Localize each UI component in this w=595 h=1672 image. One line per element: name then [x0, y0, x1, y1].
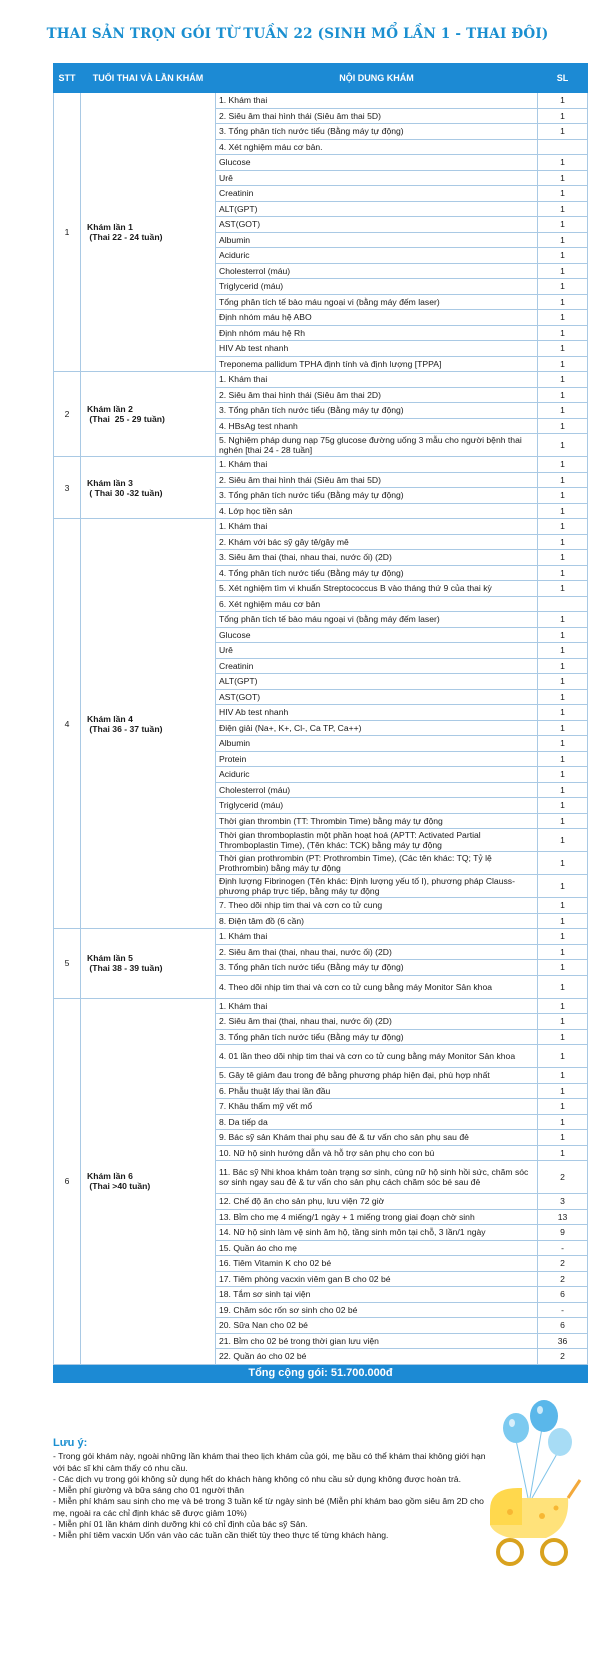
service-quantity: 1: [538, 736, 588, 752]
service-item: 2. Siêu âm thai hình thái (Siêu âm thai 5D): [216, 108, 538, 124]
stroller-handle: [568, 1480, 580, 1498]
header-visit: TUỔI THAI VÀ LẦN KHÁM: [81, 64, 216, 93]
service-quantity: 1: [538, 751, 588, 767]
service-quantity: 1: [538, 356, 588, 372]
service-quantity: 1: [538, 705, 588, 721]
service-quantity: 1: [538, 124, 588, 140]
service-item: Điện giải (Na+, K+, Cl-, Ca TP, Ca++): [216, 720, 538, 736]
service-quantity: 1: [538, 1014, 588, 1030]
service-item: Thời gian thrombin (TT: Thrombin Time) bằng máy tự động: [216, 813, 538, 829]
service-quantity: 1: [538, 798, 588, 814]
visit-title: Khám lần 6: [87, 1171, 133, 1181]
balloon-icon: [503, 1413, 529, 1443]
service-quantity: 1: [538, 279, 588, 295]
visit-number: 6: [54, 998, 81, 1364]
service-item: Tổng phân tích tế bào máu ngoại vi (bằng máy đếm laser): [216, 612, 538, 628]
service-quantity: 1: [538, 472, 588, 488]
baby-stroller-illustration: [470, 1400, 590, 1570]
visit-week-range: (Thai 22 - 24 tuần): [87, 232, 163, 242]
service-item: 20. Sữa Nan cho 02 bé: [216, 1318, 538, 1334]
total-price: Tổng cộng gói: 51.700.000đ: [54, 1364, 588, 1382]
service-quantity: 9: [538, 1225, 588, 1241]
service-quantity: 2: [538, 1161, 588, 1194]
service-quantity: 1: [538, 1083, 588, 1099]
service-quantity: 1: [538, 643, 588, 659]
service-item: Định nhóm máu hệ ABO: [216, 310, 538, 326]
service-quantity: 3: [538, 1194, 588, 1210]
service-item: 19. Chăm sóc rốn sơ sinh cho 02 bé: [216, 1302, 538, 1318]
note-item: - Các dịch vụ trong gói không sử dụng hết do khách hàng không có nhu cầu sử dụng không được hoàn trả.: [53, 1473, 461, 1484]
service-item: 3. Tổng phân tích nước tiểu (Bằng máy tự động): [216, 403, 538, 419]
service-item: 1. Khám thai: [216, 998, 538, 1014]
service-item: 9. Bác sỹ sản Khám thai phụ sau đẻ & tư vấn cho sản phụ sau đẻ: [216, 1130, 538, 1146]
package-table: [53, 63, 588, 1383]
visit-label: [81, 929, 216, 999]
service-quantity: 1: [538, 913, 588, 929]
service-item: 12. Chế độ ăn cho sản phụ, lưu viện 72 giờ: [216, 1194, 538, 1210]
service-quantity: [538, 139, 588, 155]
service-item: Cholesterrol (máu): [216, 782, 538, 798]
service-item: AST(GOT): [216, 689, 538, 705]
service-quantity: 1: [538, 1145, 588, 1161]
service-quantity: 1: [538, 767, 588, 783]
visit-number: 1: [54, 93, 81, 372]
service-quantity: 1: [538, 998, 588, 1014]
note-item: - Miễn phí tiêm vacxin Uốn ván vào các tuần cần thiết tùy theo thực tế từng khách hàng.: [53, 1530, 389, 1541]
service-quantity: 1: [538, 782, 588, 798]
service-item: Glucose: [216, 627, 538, 643]
service-item: Treponema pallidum TPHA định tính và định lượng [TPPA]: [216, 356, 538, 372]
service-item: 18. Tắm sơ sinh tại viện: [216, 1287, 538, 1303]
service-item: 1. Khám thai: [216, 519, 538, 535]
service-quantity: 1: [538, 108, 588, 124]
balloon-string: [532, 1452, 558, 1498]
visit-week-range: (Thai 38 - 39 tuần): [87, 963, 163, 974]
visit-label: [81, 998, 216, 1364]
service-item: Định nhóm máu hệ Rh: [216, 325, 538, 341]
service-item: 2. Siêu âm thai (thai, nhau thai, nước ối) (2D): [216, 944, 538, 960]
visit-title: Khám lần 2: [87, 404, 133, 414]
table-row: [54, 519, 588, 535]
service-item: 4. Xét nghiệm máu cơ bản.: [216, 139, 538, 155]
table-row: [54, 998, 588, 1014]
service-quantity: 1: [538, 434, 588, 457]
service-quantity: 36: [538, 1333, 588, 1349]
service-item: Tổng phân tích tế bào máu ngoại vi (bằng máy đếm laser): [216, 294, 538, 310]
service-quantity: 1: [538, 294, 588, 310]
service-item: 3. Tổng phân tích nước tiểu (Bằng máy tự động): [216, 1029, 538, 1045]
service-item: 5. Xét nghiệm tìm vi khuẩn Streptococcus B vào tháng thứ 9 của thai kỳ: [216, 581, 538, 597]
visit-number: 5: [54, 929, 81, 999]
service-quantity: 1: [538, 325, 588, 341]
service-quantity: 1: [538, 1099, 588, 1115]
service-quantity: 1: [538, 488, 588, 504]
notes-title: Lưu ý:: [53, 1437, 88, 1449]
service-quantity: 1: [538, 852, 588, 875]
balloon-string: [530, 1428, 542, 1498]
service-quantity: 2: [538, 1349, 588, 1365]
table-body: [54, 93, 588, 1365]
visit-title: Khám lần 1: [87, 222, 133, 232]
service-quantity: 1: [538, 170, 588, 186]
service-item: Triglycerid (máu): [216, 279, 538, 295]
service-item: AST(GOT): [216, 217, 538, 233]
service-quantity: 1: [538, 929, 588, 945]
service-quantity: 1: [538, 372, 588, 388]
visit-week-range: (Thai >40 tuần): [87, 1181, 151, 1191]
service-quantity: 1: [538, 387, 588, 403]
visit-label: [81, 519, 216, 929]
service-quantity: 1: [538, 674, 588, 690]
service-item: 6. Phẫu thuật lấy thai lần đầu: [216, 1083, 538, 1099]
service-item: 2. Siêu âm thai (thai, nhau thai, nước ối) (2D): [216, 1014, 538, 1030]
service-item: 13. Bỉm cho mẹ 4 miếng/1 ngày + 1 miếng trong giai đoạn chờ sinh: [216, 1209, 538, 1225]
service-quantity: 1: [538, 1029, 588, 1045]
table-row: [54, 929, 588, 945]
service-item: Thời gian thromboplastin một phần hoạt hoá (APTT: Activated Partial Thromboplastin Time), (Tên khác: TCK) bằng máy tự động: [216, 829, 538, 852]
visit-label: [81, 457, 216, 519]
total-row: [54, 1364, 588, 1382]
visit-label: [81, 93, 216, 372]
service-quantity: 1: [538, 403, 588, 419]
service-item: Aciduric: [216, 767, 538, 783]
service-item: 1. Khám thai: [216, 372, 538, 388]
service-item: 4. Tổng phân tích nước tiểu (Bằng máy tự động): [216, 565, 538, 581]
service-quantity: 2: [538, 1256, 588, 1272]
visit-week-range: (Thai 25 - 29 tuần): [87, 414, 165, 424]
service-item: 17. Tiêm phòng vacxin viêm gan B cho 02 bé: [216, 1271, 538, 1287]
service-quantity: -: [538, 1302, 588, 1318]
note-item: - Trong gói khám này, ngoài những lần khám thai theo lịch khám của gói, mẹ bầu có thể khám thai không giới hạn với bác sĩ khi cảm thấy có nhu cầu.: [53, 1451, 486, 1473]
service-quantity: 1: [538, 612, 588, 628]
visit-week-range: ( Thai 30 -32 tuần): [87, 487, 163, 498]
service-quantity: 1: [538, 201, 588, 217]
service-item: 1. Khám thai: [216, 93, 538, 109]
service-item: HIV Ab test nhanh: [216, 341, 538, 357]
service-quantity: 1: [538, 944, 588, 960]
service-item: 22. Quần áo cho 02 bé: [216, 1349, 538, 1365]
service-item: Creatinin: [216, 658, 538, 674]
service-item: 6. Xét nghiệm máu cơ bản: [216, 596, 538, 612]
service-quantity: 1: [538, 503, 588, 519]
service-item: 8. Da tiếp da: [216, 1114, 538, 1130]
service-quantity: 1: [538, 248, 588, 264]
service-item: 5. Gây tê giảm đau trong đẻ bằng phương pháp hiện đại, phù hợp nhất: [216, 1068, 538, 1084]
service-quantity: [538, 596, 588, 612]
visit-title: Khám lần 3: [87, 477, 133, 488]
service-item: Creatinin: [216, 186, 538, 202]
balloon-icon: [548, 1428, 572, 1456]
service-quantity: 1: [538, 263, 588, 279]
service-item: Albumin: [216, 736, 538, 752]
service-quantity: 1: [538, 217, 588, 233]
service-item: 10. Nữ hộ sinh hướng dẫn và hỗ trợ sản phụ cho con bú: [216, 1145, 538, 1161]
note-item: - Miễn phí khám sau sinh cho mẹ và bé trong 3 tuần kể từ ngày sinh bé (Miễn phí khám bao gồm siêu âm 2D cho mẹ, ngoài ra các chỉ định khác sẽ được giảm 10%): [53, 1496, 484, 1518]
service-item: 1. Khám thai: [216, 929, 538, 945]
service-quantity: 1: [538, 418, 588, 434]
service-quantity: 1: [538, 186, 588, 202]
service-quantity: 1: [538, 550, 588, 566]
stroller-hood: [490, 1488, 522, 1525]
service-quantity: -: [538, 1240, 588, 1256]
service-quantity: 1: [538, 232, 588, 248]
service-quantity: 1: [538, 534, 588, 550]
visit-title: Khám lần 5: [87, 953, 133, 964]
wheel-icon: [542, 1540, 566, 1564]
service-quantity: 1: [538, 1114, 588, 1130]
service-item: 4. 01 lần theo dõi nhịp tim thai và cơn co tử cung bằng máy Monitor Sản khoa: [216, 1045, 538, 1068]
service-item: 8. Điện tâm đồ (6 cần): [216, 913, 538, 929]
notes-section: [53, 1438, 498, 1542]
header-content: NỘI DUNG KHÁM: [216, 64, 538, 93]
service-item: 11. Bác sỹ Nhi khoa khám toàn trạng sơ sinh, cùng nữ hộ sinh hồi sức, chăm sóc sơ sinh ngay sau đẻ & tư vấn cho sản phụ cách chăm sóc bé sau đẻ: [216, 1161, 538, 1194]
service-item: 5. Nghiệm pháp dung nạp 75g glucose đường uống 3 mẫu cho người bệnh thai nghén [thai 24 - 28 tuần]: [216, 434, 538, 457]
service-item: ALT(GPT): [216, 201, 538, 217]
service-item: Albumin: [216, 232, 538, 248]
service-item: Thời gian prothrombin (PT: Prothrombin Time), (Các tên khác: TQ; Tỷ lệ Prothrombin) bằng máy tự động: [216, 852, 538, 875]
service-quantity: 1: [538, 1068, 588, 1084]
page-title: THAI SẢN TRỌN GÓI TỪ TUẦN 22 (SINH MỔ LẦN 1 - THAI ĐÔI): [46, 26, 549, 42]
visit-number: 3: [54, 457, 81, 519]
service-item: 3. Tổng phân tích nước tiểu (Bằng máy tự động): [216, 488, 538, 504]
service-item: 3. Siêu âm thai (thai, nhau thai, nước ối) (2D): [216, 550, 538, 566]
service-item: Protein: [216, 751, 538, 767]
service-quantity: 1: [538, 310, 588, 326]
visit-number: 2: [54, 372, 81, 457]
service-quantity: 1: [538, 93, 588, 109]
table-row: [54, 372, 588, 388]
service-item: 21. Bỉm cho 02 bé trong thời gian lưu viện: [216, 1333, 538, 1349]
visit-label: [81, 372, 216, 457]
table-row: [54, 93, 588, 109]
service-item: 2. Siêu âm thai hình thái (Siêu âm thai 2D): [216, 387, 538, 403]
service-quantity: 1: [538, 813, 588, 829]
service-item: Glucose: [216, 155, 538, 171]
service-quantity: 1: [538, 898, 588, 914]
service-item: Aciduric: [216, 248, 538, 264]
service-quantity: 1: [538, 1045, 588, 1068]
service-item: 3. Tổng phân tích nước tiểu (Bằng máy tự động): [216, 124, 538, 140]
service-item: Urê: [216, 170, 538, 186]
service-item: 4. Lớp học tiền sản: [216, 503, 538, 519]
service-quantity: 13: [538, 1209, 588, 1225]
service-item: ALT(GPT): [216, 674, 538, 690]
service-item: Cholesterrol (máu): [216, 263, 538, 279]
table-header-row: [54, 64, 588, 93]
service-quantity: 1: [538, 875, 588, 898]
service-quantity: 1: [538, 689, 588, 705]
wheel-icon: [498, 1540, 522, 1564]
service-item: Triglycerid (máu): [216, 798, 538, 814]
visit-title: Khám lần 4: [87, 713, 133, 724]
service-item: 15. Quần áo cho mẹ: [216, 1240, 538, 1256]
service-quantity: 1: [538, 975, 588, 998]
note-item: - Miễn phí 01 lần khám dinh dưỡng khi có chỉ định của bác sỹ Sản.: [53, 1519, 308, 1530]
service-quantity: 1: [538, 1130, 588, 1146]
service-quantity: 1: [538, 581, 588, 597]
service-item: 2. Khám với bác sỹ gây tê/gây mê: [216, 534, 538, 550]
service-quantity: 1: [538, 519, 588, 535]
service-item: 7. Theo dõi nhịp tim thai và cơn co tử cung: [216, 898, 538, 914]
service-quantity: 1: [538, 457, 588, 473]
service-quantity: 1: [538, 565, 588, 581]
service-quantity: 6: [538, 1318, 588, 1334]
header-stt: STT: [54, 64, 81, 93]
service-item: Định lượng Fibrinogen (Tên khác: Định lượng yếu tố I), phương pháp Clauss- phương pháp trực tiếp, bằng máy tự động: [216, 875, 538, 898]
service-item: HIV Ab test nhanh: [216, 705, 538, 721]
service-quantity: 1: [538, 829, 588, 852]
service-quantity: 1: [538, 627, 588, 643]
service-quantity: 1: [538, 960, 588, 976]
service-item: Urê: [216, 643, 538, 659]
service-item: 1. Khám thai: [216, 457, 538, 473]
service-quantity: 1: [538, 720, 588, 736]
service-quantity: 1: [538, 155, 588, 171]
service-quantity: 1: [538, 341, 588, 357]
service-item: 2. Siêu âm thai hình thái (Siêu âm thai 5D): [216, 472, 538, 488]
service-quantity: 1: [538, 658, 588, 674]
service-item: 16. Tiêm Vitamin K cho 02 bé: [216, 1256, 538, 1272]
visit-number: 4: [54, 519, 81, 929]
service-quantity: 2: [538, 1271, 588, 1287]
note-item: - Miễn phí giường và bữa sáng cho 01 người thân: [53, 1485, 244, 1496]
service-item: 4. Theo dõi nhịp tim thai và cơn co tử cung bằng máy Monitor Sản khoa: [216, 975, 538, 998]
service-quantity: 6: [538, 1287, 588, 1303]
service-item: 4. HBsAg test nhanh: [216, 418, 538, 434]
service-item: 14. Nữ hộ sinh làm vệ sinh âm hộ, tầng sinh môn tại chỗ, 3 lần/1 ngày: [216, 1225, 538, 1241]
balloon-icon: [530, 1400, 558, 1432]
service-item: 7. Khâu thẩm mỹ vết mổ: [216, 1099, 538, 1115]
visit-week-range: (Thai 36 - 37 tuần): [87, 723, 163, 734]
service-item: 3. Tổng phân tích nước tiểu (Bằng máy tự động): [216, 960, 538, 976]
table-row: [54, 457, 588, 473]
header-qty: SL: [538, 64, 588, 93]
